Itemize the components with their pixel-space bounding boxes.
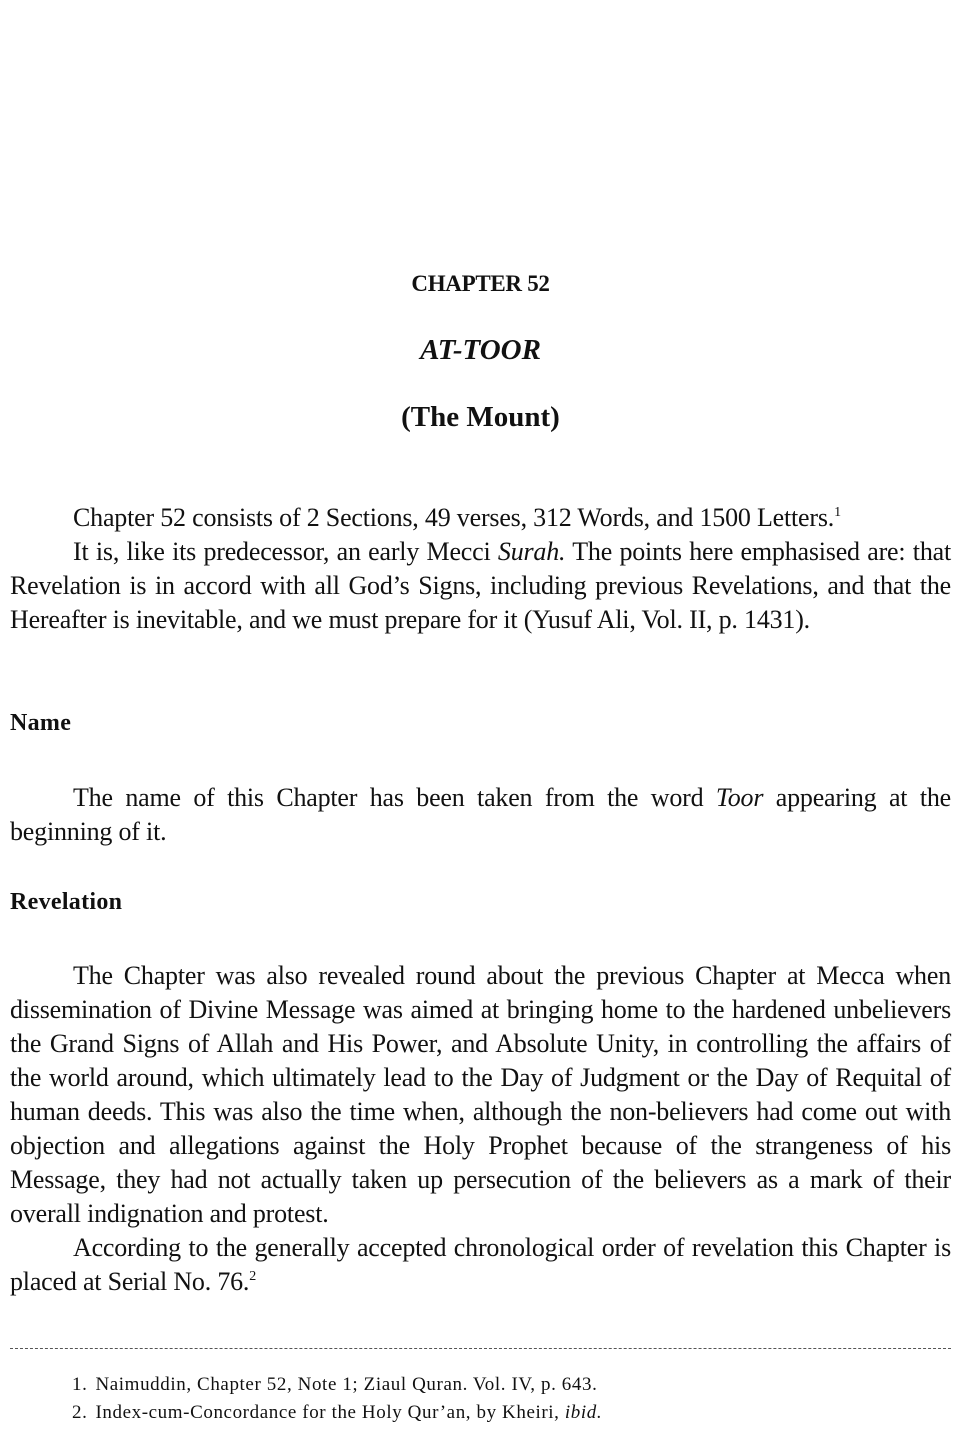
name-paragraph [10, 781, 951, 849]
chapter-number: CHAPTER 52 [411, 271, 550, 296]
footnote-ref-1[interactable]: 1 [834, 505, 841, 520]
footnote-1 [72, 1371, 932, 1399]
chapter-title: AT-TOOR [420, 334, 541, 366]
revelation-paragraph-1: The Chapter was also revealed round about the previous Chapter at Mecca when dissemination of Divine Message was aimed at bringing home to the hardened unbelievers the Grand Signs of Allah and His Power, and Absolute Unity, in controlling the affairs of the world around, which ultimately lead to the Day of Judgment or the Day of Requital of human deeds. This was also the time when, although the non-believers had come out with objection and allegations against the Holy Prophet because of the strangeness of his Message, they had not actually taken up persecution of the believers as a mark of their overall indignation and protest. [10, 961, 951, 1228]
revelation-section [10, 959, 951, 1299]
revelation-heading: Revelation [10, 889, 123, 915]
revelation-paragraph-2 [10, 1231, 951, 1299]
revelation-paragraph-2-text: According to the generally accepted chronological order of revelation this Chapter is placed at Serial No. 76. [10, 1233, 951, 1296]
surah-term: Surah. [497, 537, 566, 566]
intro-paragraph-2 [10, 535, 951, 637]
footnotes [72, 1371, 932, 1427]
name-paragraph-start: The name of this Chapter has been taken from the word [73, 783, 716, 812]
name-paragraph-end: appearing at the beginning of it. [10, 783, 951, 846]
toor-term: Toor [715, 783, 764, 812]
footnote-1-number: 1. [72, 1374, 88, 1395]
footnote-ref-2[interactable]: 2 [249, 1269, 257, 1284]
footnote-separator [10, 1348, 951, 1349]
footnote-2-text: Index-cum-Concordance for the Holy Qur’an, by Kheiri, [95, 1402, 565, 1423]
footnote-2 [72, 1399, 932, 1427]
intro-paragraph-2-start: It is, like its predecessor, an early Mecci [73, 537, 498, 566]
document-page [10, 0, 951, 1430]
chapter-subtitle: (The Mount) [401, 401, 560, 433]
intro-paragraph-1 [10, 501, 951, 535]
intro-section [10, 501, 951, 637]
name-section [10, 781, 951, 849]
name-heading: Name [10, 710, 72, 736]
footnote-2-number: 2. [72, 1402, 88, 1423]
intro-paragraph-2-end: The points here emphasised are: that Revelation is in accord with all God’s Signs, including previous Revelations, and that the Hereafter is inevitable, and we must prepare for it (Yusuf Ali, Vol. II, p. 1431). [10, 537, 951, 634]
footnote-1-text: Naimuddin, Chapter 52, Note 1; Ziaul Quran. Vol. IV, p. 643. [95, 1374, 598, 1395]
footnote-2-italic: ibid. [564, 1402, 603, 1423]
intro-paragraph-1-text: Chapter 52 consists of 2 Sections, 49 verses, 312 Words, and 1500 Letters. [73, 503, 835, 532]
